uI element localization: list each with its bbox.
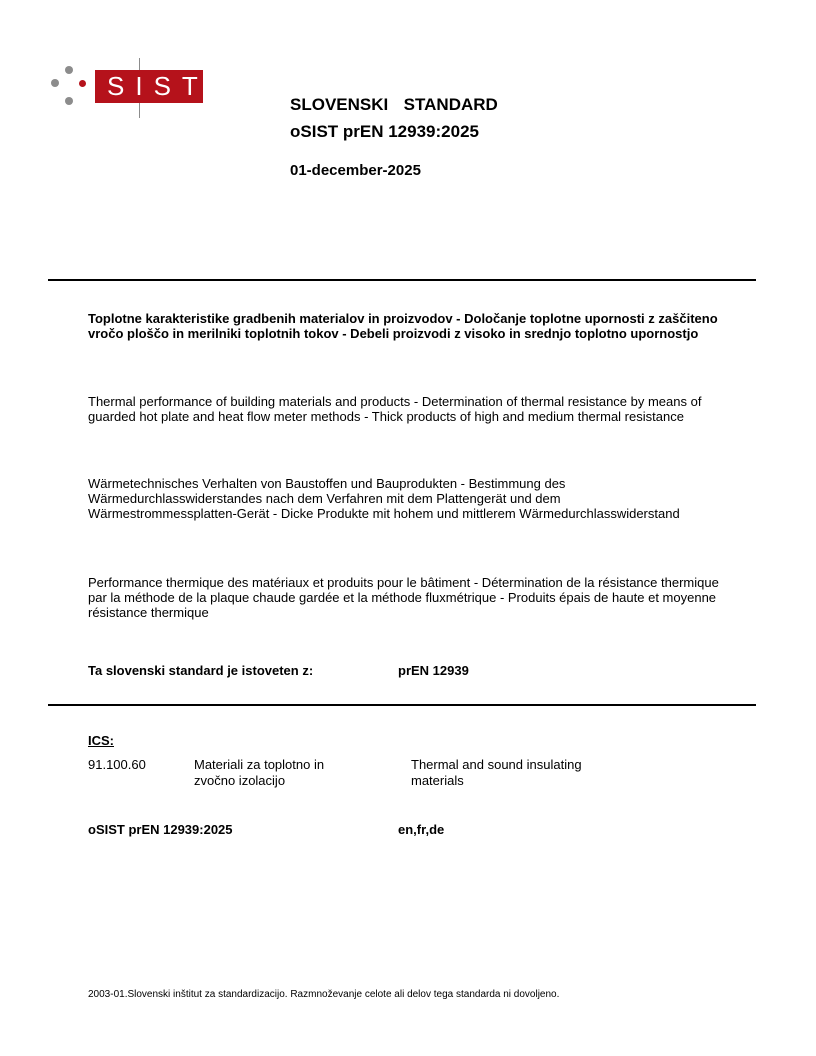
document-languages: en,fr,de xyxy=(398,822,445,837)
logo-dot-icon xyxy=(65,97,73,105)
standard-date: 01-december-2025 xyxy=(290,162,421,179)
divider-top xyxy=(48,279,756,281)
identity-label: Ta slovenski standard je istoveten z: xyxy=(88,663,314,678)
ics-english-line2: materials xyxy=(411,773,464,788)
identity-value: prEN 12939 xyxy=(398,663,469,678)
ics-slovenian-line2: zvočno izolacijo xyxy=(194,773,286,788)
title-english: Thermal performance of building materials and products - Determination of thermal resistance by means of guarded hot plate and heat flow meter methods - Thick products of high and medium thermal resistance xyxy=(88,394,702,424)
logo-dot-icon xyxy=(79,80,86,87)
document-code: oSIST prEN 12939:2025 xyxy=(88,822,233,837)
title-german: Wärmetechnisches Verhalten von Baustoffen und Bauprodukten - Bestimmung des Wärmedurchlasswiderstandes nach dem Verfahren mit dem Plattengerät und dem Wärmestrommessplatten-Gerät - Dicke Produkte mit hohem und mittlerem Wärmedurchlasswiderstand xyxy=(88,476,680,521)
title-slovenian: Toplotne karakteristike gradbenih materialov in proizvodov - Določanje toplotne upornosti z zaščiteno vročo ploščo in merilniki toplotnih tokov - Debeli proizvodi z visoko in srednjo toplotno upornostjo xyxy=(88,311,718,341)
sist-logo: SIST xyxy=(95,70,203,103)
ics-heading: ICS: xyxy=(88,733,114,748)
ics-slovenian-line1: Materiali za toplotno in xyxy=(194,757,325,772)
sist-logo-dots xyxy=(48,66,88,110)
logo-dot-icon xyxy=(65,66,73,74)
standard-code: oSIST prEN 12939:2025 xyxy=(290,122,479,141)
standard-label: SLOVENSKI STANDARD xyxy=(290,95,498,114)
ics-english-line1: Thermal and sound insulating xyxy=(411,757,582,772)
logo-dot-icon xyxy=(51,79,59,87)
title-french: Performance thermique des matériaux et produits pour le bâtiment - Détermination de la résistance thermique par la méthode de la plaque chaude gardée et la méthode fluxmétrique - Produits épais de haute et moyenne résistance thermique xyxy=(88,575,719,620)
copyright-footer: 2003-01.Slovenski inštitut za standardizacijo. Razmnoževanje celote ali delov tega standarda ni dovoljeno. xyxy=(88,989,560,1000)
divider-bottom xyxy=(48,704,756,706)
ics-code: 91.100.60 xyxy=(88,757,146,772)
